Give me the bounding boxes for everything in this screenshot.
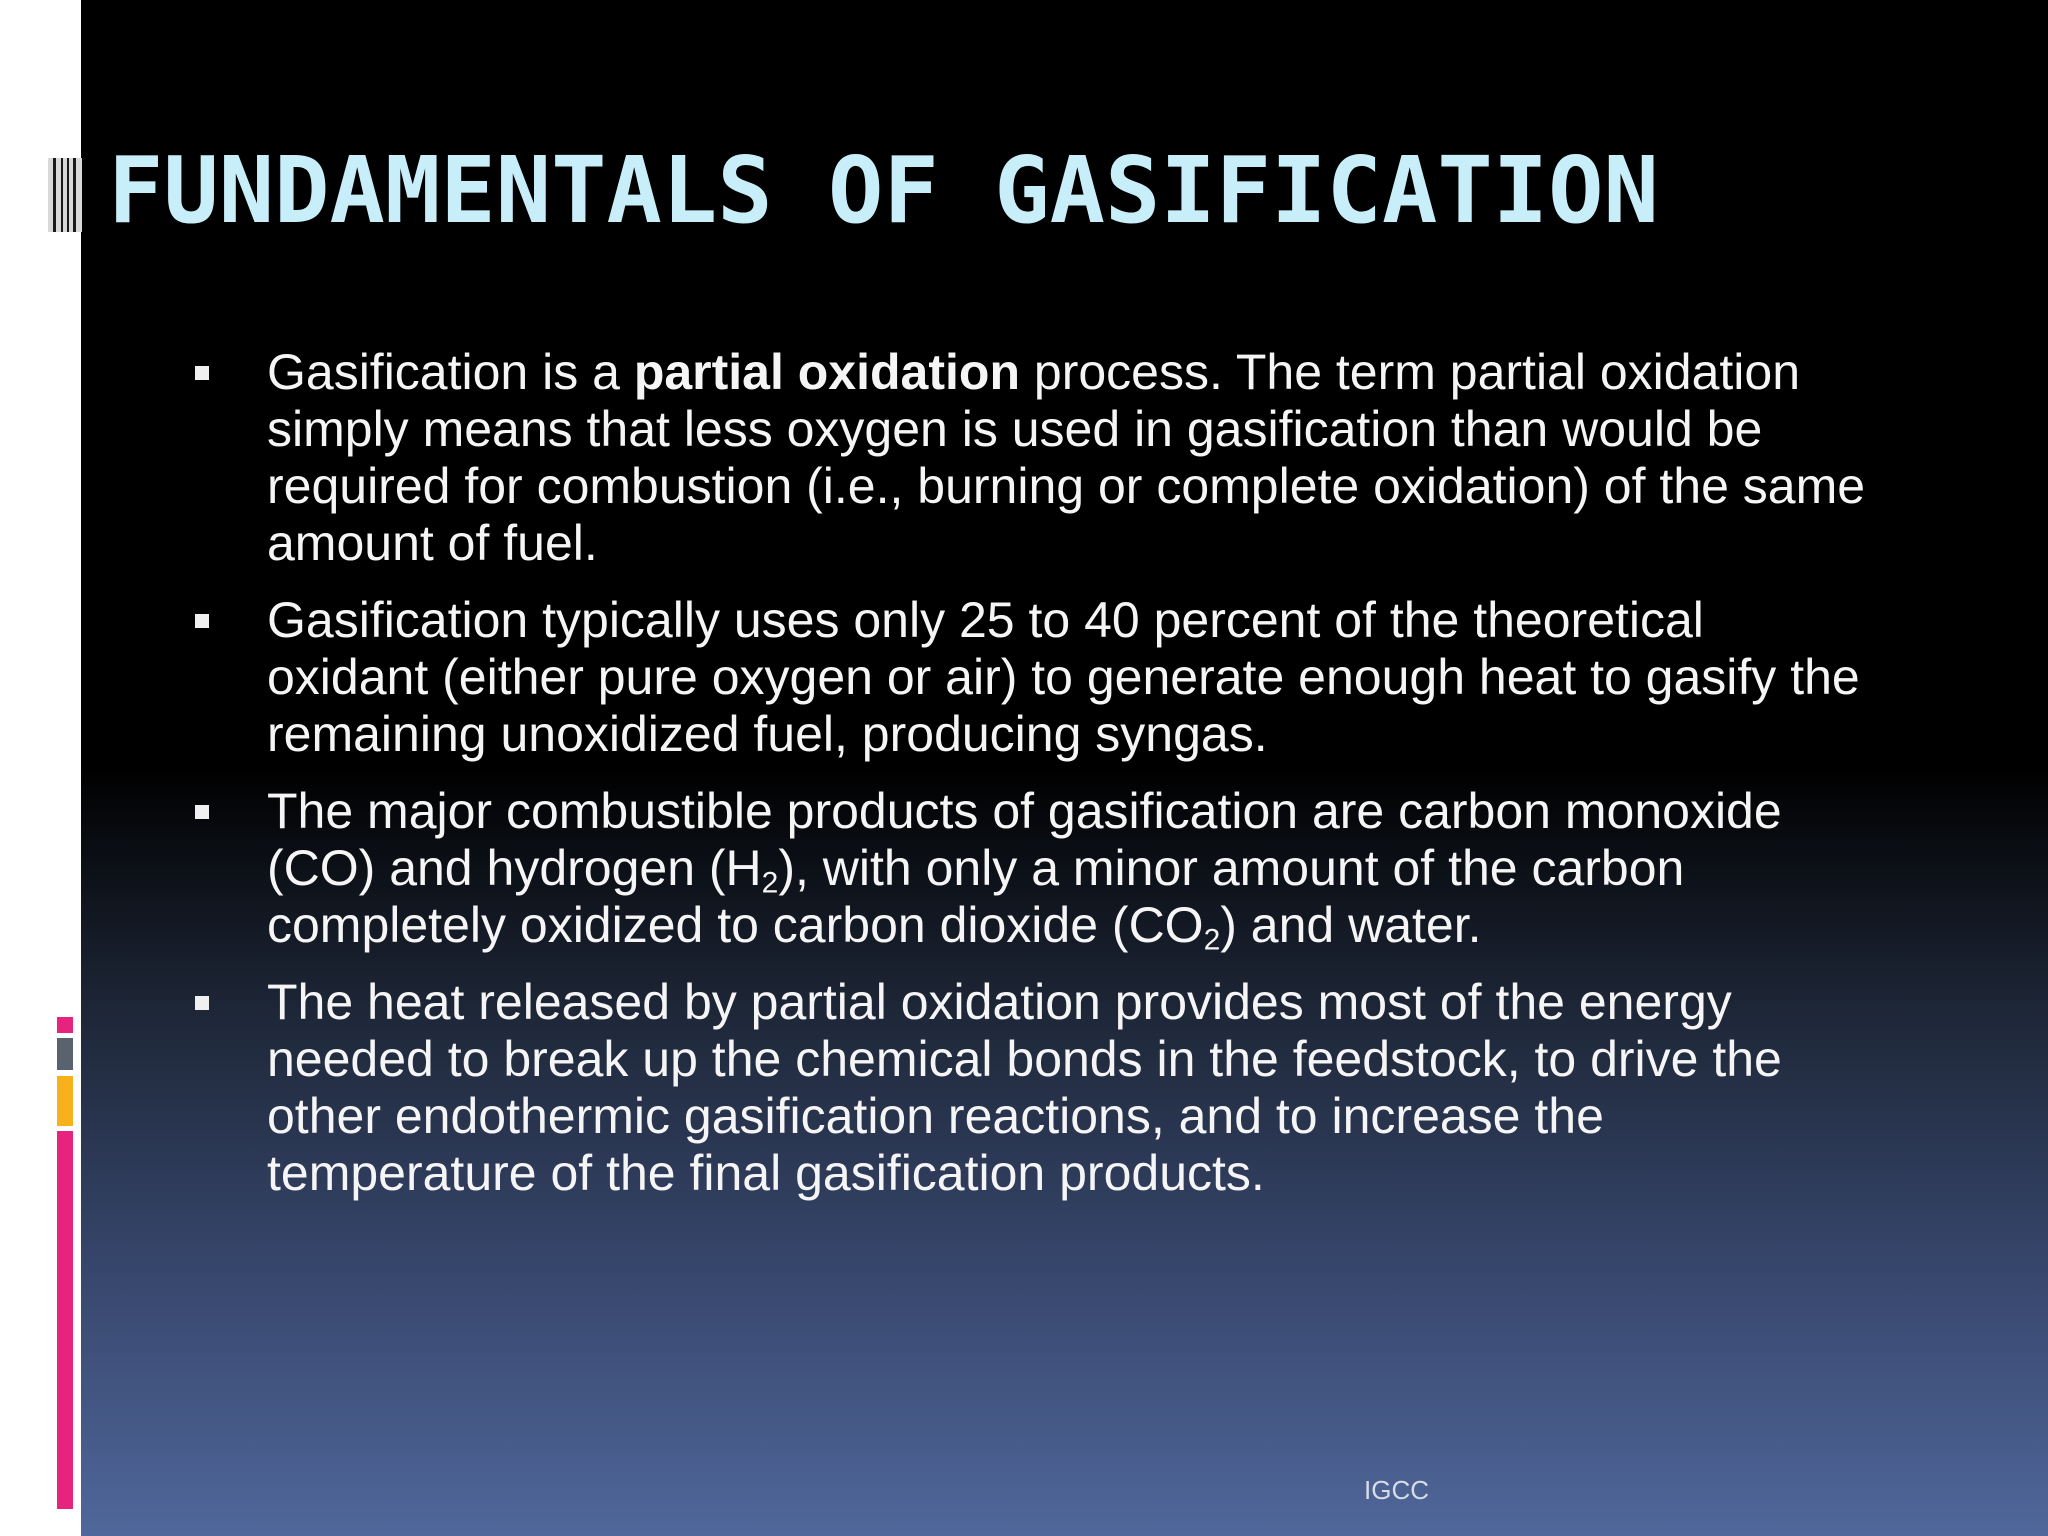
bullet-marker-icon [195, 366, 209, 380]
accent-bar-pink [57, 1131, 73, 1509]
bullet-list [188, 344, 1878, 1222]
bullet-bold-text: partial oxidation [633, 344, 1020, 400]
accent-bar-orange [57, 1076, 73, 1126]
subscript: 2 [1203, 923, 1221, 957]
stripe [76, 158, 82, 232]
bullet-item [188, 783, 1878, 957]
bullet-marker-icon [195, 996, 209, 1010]
bullet-item [188, 344, 1878, 572]
bullet-text: The heat released by partial oxidation provides most of the energy needed to break up the chemical bonds in the feedstock, to drive the other endothermic gasification reactions, and to increase the temperature of the final gasification products. [267, 974, 1782, 1201]
slide-footer: IGCC [1364, 1475, 1429, 1505]
accent-bar-gray [57, 1038, 73, 1070]
bullet-text: Gasification typically uses only 25 to 40 percent of the theoretical oxidant (either pure oxygen or air) to generate enough heat to gasify the remaining unoxidized fuel, producing syngas. [267, 592, 1860, 762]
bullet-text: Gasification is a [267, 344, 634, 400]
bullet-marker-icon [195, 805, 209, 819]
bullet-text: ), with only a minor amount of the carbon completely oxidized to carbon dioxide (CO [267, 840, 1685, 953]
bullet-item [188, 974, 1878, 1202]
accent-bar-pink-top [57, 1017, 73, 1033]
bullet-text: process. The term partial oxidation simply means that less oxygen is used in gasification than would be required for combustion (i.e., burning or complete oxidation) of the same amount of fuel. [267, 344, 1866, 571]
decorative-stripes [48, 158, 82, 232]
subscript: 2 [761, 866, 779, 900]
bullet-text: ) and water. [1220, 897, 1482, 953]
bullet-marker-icon [195, 614, 209, 628]
slide-title: FUNDAMENTALS OF GASIFICATION [108, 137, 1659, 244]
bullet-item [188, 592, 1878, 763]
bullet-text: The major combustible products of gasification are carbon monoxide (CO) and hydrogen (H [267, 783, 1782, 896]
